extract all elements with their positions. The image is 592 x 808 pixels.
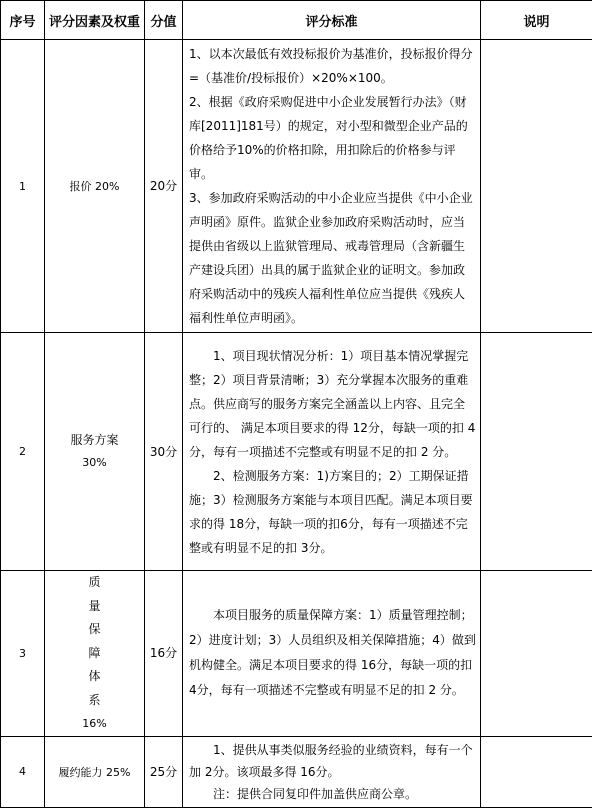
criteria-paragraph: 2、检测服务方案：1)方案目的；2）工期保证措施；3）检测服务方案能与本项目匹配。满足本项目要求的得 18分，每缺一项的扣6分，每有一项描述不完整或有明显不足的扣 3分。 <box>189 464 476 560</box>
row-note <box>481 571 592 737</box>
table-row <box>1 736 592 807</box>
row-score: 16分 <box>145 571 183 737</box>
criteria-paragraph: 1、以本次最低有效投标报价为基准价，投标报价得分=（基准价/投标报价）×20%×100。 <box>189 42 476 90</box>
criteria-note: 注：提供合同复印件加盖供应商公章。 <box>189 783 476 805</box>
factor-char: 体 <box>45 665 144 689</box>
row-score: 25分 <box>145 736 183 807</box>
factor-char: 系 <box>45 689 144 713</box>
row-seq: 2 <box>1 333 45 571</box>
row-criteria <box>183 333 481 571</box>
row-criteria <box>183 40 481 333</box>
row-factor <box>45 333 145 571</box>
criteria-paragraph: 本项目服务的质量保障方案：1）质量管理控制；2）进度计划；3）人员组织及相关保障措施；4）做到机构健全。满足本项目要求的得 16分，每缺一项的扣 4分，每有一项描述不完整或有明显不足的扣 2 分。 <box>189 603 476 703</box>
factor-weight: 16% <box>45 712 144 736</box>
table-row <box>1 333 592 571</box>
criteria-paragraph: 3、参加政府采购活动的中小企业应当提供《中小企业声明函》原件。监狱企业参加政府采购活动时，应当提供由省级以上监狱管理局、戒毒管理局（含新疆生产建设兵团）出具的属于监狱企业的证明文。参加政府采购活动中的残疾人福利性单位应当提供《残疾人福利性单位声明函》。 <box>189 186 476 330</box>
factor-char: 质 <box>45 571 144 595</box>
factor-char: 保 <box>45 618 144 642</box>
criteria-paragraph: 1、项目现状情况分析：1）项目基本情况掌握完整；2）项目背景清晰；3）充分掌握本次服务的重难点。供应商写的服务方案完全涵盖以上内容、且完全可行的、 满足本项目要求的得 12分，每缺一项的扣 4分，每有一项描述不完整或有明显不足的扣 2 分。 <box>189 344 476 464</box>
row-note <box>481 333 592 571</box>
factor-weight: 30% <box>82 456 106 469</box>
header-note: 说明 <box>481 1 592 40</box>
row-score: 20分 <box>145 40 183 333</box>
row-seq: 4 <box>1 736 45 807</box>
row-factor: 履约能力 25% <box>45 736 145 807</box>
row-criteria <box>183 736 481 807</box>
criteria-paragraph: 2、根据《政府采购促进中小企业发展暂行办法》（财库[2011]181号）的规定，对小型和微型企业产品的价格给予10%的价格扣除，用扣除后的价格参与评审。 <box>189 90 476 186</box>
criteria-paragraph: 1、提供从事类似服务经验的业绩资料，每有一个加 2分。该项最多得 16分。 <box>189 739 476 783</box>
row-seq: 1 <box>1 40 45 333</box>
header-criteria: 评分标准 <box>183 1 481 40</box>
row-factor: 报价 20% <box>45 40 145 333</box>
header-score: 分值 <box>145 1 183 40</box>
factor-char: 量 <box>45 595 144 619</box>
table-row <box>1 571 592 737</box>
table-row <box>1 40 592 333</box>
header-factor: 评分因素及权重 <box>45 1 145 40</box>
factor-name: 服务方案 <box>70 433 118 447</box>
row-score: 30分 <box>145 333 183 571</box>
row-seq: 3 <box>1 571 45 737</box>
row-note <box>481 736 592 807</box>
row-note <box>481 40 592 333</box>
header-seq: 序号 <box>1 1 45 40</box>
header-row <box>1 1 592 40</box>
row-factor <box>45 571 145 737</box>
row-criteria <box>183 571 481 737</box>
factor-char: 障 <box>45 642 144 666</box>
